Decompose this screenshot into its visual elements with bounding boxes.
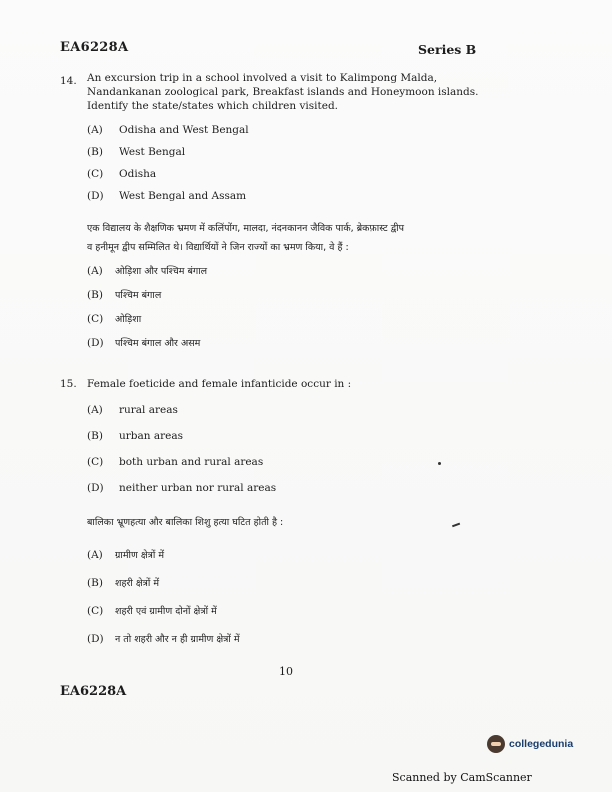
q14-hindi-option-b xyxy=(87,288,161,301)
q15-hindi-option-d xyxy=(87,632,240,645)
q15-option-b xyxy=(87,430,183,442)
option-label: (D) xyxy=(87,482,104,494)
q14-hindi-option-c xyxy=(87,312,141,325)
camscanner-watermark: Scanned by CamScanner xyxy=(392,771,532,784)
paper-code-footer: EA6228A xyxy=(60,684,127,699)
option-text: ओड़िशा और पश्चिम बंगाल xyxy=(115,266,208,277)
option-label: (C) xyxy=(87,313,104,325)
option-text: न तो शहरी और न ही ग्रामीण क्षेत्रों में xyxy=(115,634,240,645)
option-label: (B) xyxy=(87,146,103,158)
q14-option-d xyxy=(87,190,246,202)
option-label: (C) xyxy=(87,605,104,617)
option-text: West Bengal and Assam xyxy=(119,190,247,202)
option-text: ओड़िशा xyxy=(115,314,142,325)
q14-hindi-line-2: व हनीमून द्वीप सम्मिलित थे। विद्यार्थियों ने जिन राज्यों का भ्रमण किया, वे हैं : xyxy=(87,242,349,253)
option-label: (B) xyxy=(87,289,103,301)
q14-hindi-line-1: एक विद्यालय के शैक्षणिक भ्रमण में कलिंपोंग, मालदा, नंदनकानन जैविक पार्क, ब्रेकफ़ास्ट द्वीप xyxy=(87,223,405,234)
q14-hindi-option-d xyxy=(87,336,200,349)
page-number: 10 xyxy=(279,665,293,678)
q15-hindi-option-b xyxy=(87,576,159,589)
option-text: शहरी क्षेत्रों में xyxy=(115,578,160,589)
q14-text-line-1: An excursion trip in a school involved a visit to Kalimpong Malda, xyxy=(87,72,438,84)
q14-option-a xyxy=(87,124,249,136)
q15-option-c xyxy=(87,456,263,468)
q14-number: 14. xyxy=(60,75,77,87)
q14-option-b xyxy=(87,146,185,158)
option-text: neither urban nor rural areas xyxy=(119,482,277,494)
option-text: rural areas xyxy=(119,404,178,416)
option-text: शहरी एवं ग्रामीण दोनों क्षेत्रों में xyxy=(115,606,217,617)
q15-option-a xyxy=(87,404,178,416)
option-label: (B) xyxy=(87,577,103,589)
option-label: (B) xyxy=(87,430,103,442)
option-text: ग्रामीण क्षेत्रों में xyxy=(115,550,165,561)
option-label: (A) xyxy=(87,549,103,561)
option-label: (A) xyxy=(87,124,103,136)
scan-mark xyxy=(438,462,441,465)
option-label: (A) xyxy=(87,404,103,416)
q14-hindi-option-a xyxy=(87,264,207,277)
option-text: both urban and rural areas xyxy=(119,456,264,468)
option-text: पश्चिम बंगाल और असम xyxy=(115,338,201,349)
option-label: (D) xyxy=(87,190,104,202)
q15-number: 15. xyxy=(60,378,77,390)
option-text: पश्चिम बंगाल xyxy=(115,290,162,301)
collegedunia-logo-icon xyxy=(487,735,505,753)
option-text: West Bengal xyxy=(119,146,186,158)
q15-text: Female foeticide and female infanticide occur in : xyxy=(87,378,352,390)
q14-text-line-2: Nandankanan zoological park, Breakfast islands and Honeymoon islands. xyxy=(87,86,479,98)
paper-code-header: EA6228A xyxy=(60,40,129,55)
collegedunia-logo xyxy=(487,735,573,753)
logo-text: collegedunia xyxy=(509,738,574,750)
q15-option-d xyxy=(87,482,276,494)
option-text: Odisha xyxy=(119,168,157,180)
option-label: (C) xyxy=(87,456,104,468)
option-label: (D) xyxy=(87,633,104,645)
q14-option-c xyxy=(87,168,156,180)
q14-text-line-3: Identify the state/states which children visited. xyxy=(87,100,339,112)
q15-hindi-option-c xyxy=(87,604,217,617)
option-label: (A) xyxy=(87,265,103,277)
scan-mark xyxy=(452,523,460,527)
option-label: (D) xyxy=(87,337,104,349)
option-text: urban areas xyxy=(119,430,184,442)
series-label: Series B xyxy=(418,42,477,57)
q15-hindi-option-a xyxy=(87,548,164,561)
q15-hindi-text: बालिका भ्रूणहत्या और बालिका शिशु हत्या घटित होती है : xyxy=(87,517,284,528)
option-text: Odisha and West Bengal xyxy=(119,124,249,136)
option-label: (C) xyxy=(87,168,104,180)
